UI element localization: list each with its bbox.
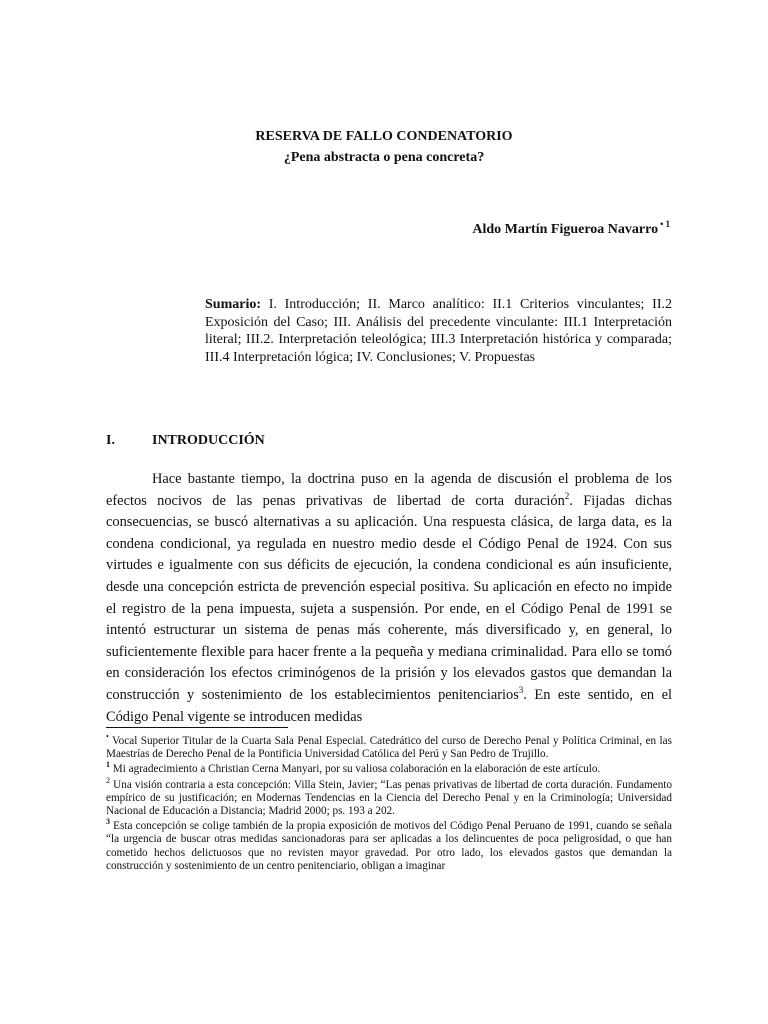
- footnote-3: [106, 817, 672, 873]
- body-text-part-2: . Fijadas dichas consecuencias, se buscó alternativas a su aplicación. Una respuesta clásica, de larga data, es la condena condicional, ya regulada en nuestro medio desde el Código Penal de 1924. Con sus virtudes e igualmente con sus déficits de ejecución, la condena condicional es aún insuficiente, desde una concepción estricta de prevención especial positiva. Su aplicación en efecto no impide el registro de la pena impuesta, sujeta a suspensión. Por ende, en el Código Penal de 1991 se intentó estructurar un sistema de penas más coherente, más diversificado y, en general, lo suficientemente flexible para hacer frente a la pequeña y mediana criminalidad. Para ello se tomó en consideración los efectos criminógenos de la prisión y los elevados gastos que demandan la construcción y sostenimiento de los establecimientos penitenciarios: [106, 492, 672, 703]
- body-paragraph: [106, 469, 672, 728]
- body-text-part-3: . En este sentido, en el Código Penal vigente se introducen medidas: [106, 686, 672, 725]
- author-name: Aldo Martín Figueroa Navarro: [472, 222, 659, 237]
- footnote-mark: 3: [106, 817, 110, 827]
- footnote-text: Mi agradecimiento a Christian Cerna Manyari, por su valiosa colaboración en la elaboración de este artículo.: [110, 763, 601, 776]
- document-title: RESERVA DE FALLO CONDENATORIO: [255, 129, 513, 144]
- footnote-author: [106, 732, 672, 761]
- section-heading: [106, 431, 265, 450]
- footnote-ref-2: 2: [564, 490, 570, 501]
- footnotes: [106, 732, 672, 875]
- footnote-text: Esta concepción se colige también de la propia exposición de motivos del Código Penal Peruano de 1991, cuando se señala “la urgencia de buscar otras medidas sancionadoras para ser aplicadas a los delincuentes de poca peligrosidad, o que han cometido hechos delictuosos que no revisten mayor gravedad. Por otro lado, los elevados gastos que demandan la construcción y sostenimiento de un centro penitenciario, obligan a imaginar: [106, 820, 672, 872]
- document-subtitle: ¿Pena abstracta o pena concreta?: [283, 150, 485, 165]
- body-text-part-1: Hace bastante tiempo, la doctrina puso en la agenda de discusión el problema de los efectos nocivos de las penas privativas de libertad de corta duración: [106, 471, 672, 509]
- footnote-1: [106, 760, 672, 776]
- summary-label: Sumario:: [205, 297, 261, 312]
- summary-text: I. Introducción; II. Marco analítico: II.1 Criterios vinculantes; II.2 Exposición del Caso; III. Análisis del precedente vinculante: III.1 Interpretación literal; III.2. Interpretación teleológica; III.3 Interpretación histórica y comparada; III.4 Interpretación lógica; IV. Conclusiones; V. Propuestas: [205, 297, 672, 365]
- footnote-text: Una visión contraria a esta concepción: Villa Stein, Javier; “Las penas privativas de libertad de corta duración. Fundamento empírico de su justificación; en Modernas Tendencias en la Ciencia del Derecho Penal y en la Criminología; Universidad Nacional de Educación a Distancia; Madrid 2000; ps. 193 a 202.: [106, 778, 672, 818]
- section-number: I.: [106, 433, 115, 448]
- footnote-separator: [106, 727, 288, 728]
- footnote-text: Vocal Superior Titular de la Cuarta Sala Penal Especial. Catedrático del curso de Derecho Penal y Política Criminal, en las Maestrías de Derecho Penal de la Pontificia Universidad Católica del Perú y San Pedro de Trujillo.: [106, 735, 672, 761]
- body-text: [106, 469, 672, 728]
- author-line: [472, 220, 670, 239]
- footnote-ref-3: 3: [518, 684, 524, 695]
- footnote-mark: 2: [106, 775, 110, 785]
- section-title: INTRODUCCIÓN: [152, 433, 265, 448]
- footnote-mark: •: [106, 732, 109, 741]
- footnote-mark: 1: [106, 760, 110, 770]
- footnote-2: [106, 775, 672, 819]
- author-footnote-marks: • 1: [660, 219, 670, 229]
- summary-block: [205, 296, 672, 366]
